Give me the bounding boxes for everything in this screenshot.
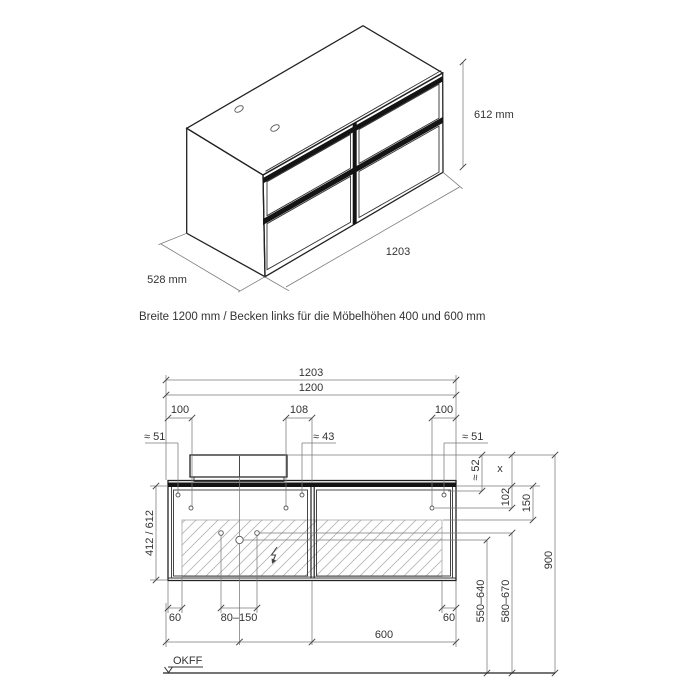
dim-x-var: x [497,463,503,475]
dim-approx-right: ≈ 51 [462,431,484,443]
dim-basin-height: 900 [543,550,555,570]
dim-overall-width: 1203 [298,367,324,379]
dim-body-width: 1200 [298,382,324,394]
faucet-hole-icon [270,123,281,132]
dim-102: 102 [500,487,512,507]
dim-approx-left: ≈ 51 [144,431,166,443]
dim-550-640: 550–640 [475,579,487,623]
dim-580-670: 580–670 [500,579,512,623]
dim-left-offset: 100 [170,404,190,416]
dim-cabinet-height: 412 / 612 [144,510,156,556]
iso-width-label: 1203 [385,246,411,258]
caption-text: Breite 1200 mm / Becken links für die Möbelhöhen 400 und 600 mm [139,311,486,323]
dim-150: 150 [521,493,533,513]
faucet-hole-icon [234,104,245,113]
washbasin-outline [190,455,287,482]
dim-approx-52: ≈ 52 [470,459,482,481]
front-view [130,355,590,700]
drain-connection-icon [236,536,243,543]
dimension-labels [144,367,555,667]
iso-view [130,15,550,310]
water-connection-icon [255,531,260,536]
dim-60-right: 60 [442,612,456,624]
dim-600: 600 [374,629,394,641]
iso-height-label: 612 mm [474,109,514,121]
iso-depth-label: 528 mm [147,274,187,286]
iso-dimensions [147,59,514,292]
dim-right-offset: 100 [434,404,454,416]
dim-60-left: 60 [168,612,182,624]
dim-approx-mid: ≈ 43 [313,431,335,443]
dim-80-150: 80–150 [220,612,258,624]
dim-mid-offset: 108 [289,404,309,416]
iso-cabinet [187,26,443,277]
floor-line [163,667,555,673]
water-connection-icon [219,531,224,536]
floor-label: OKFF [173,655,203,667]
